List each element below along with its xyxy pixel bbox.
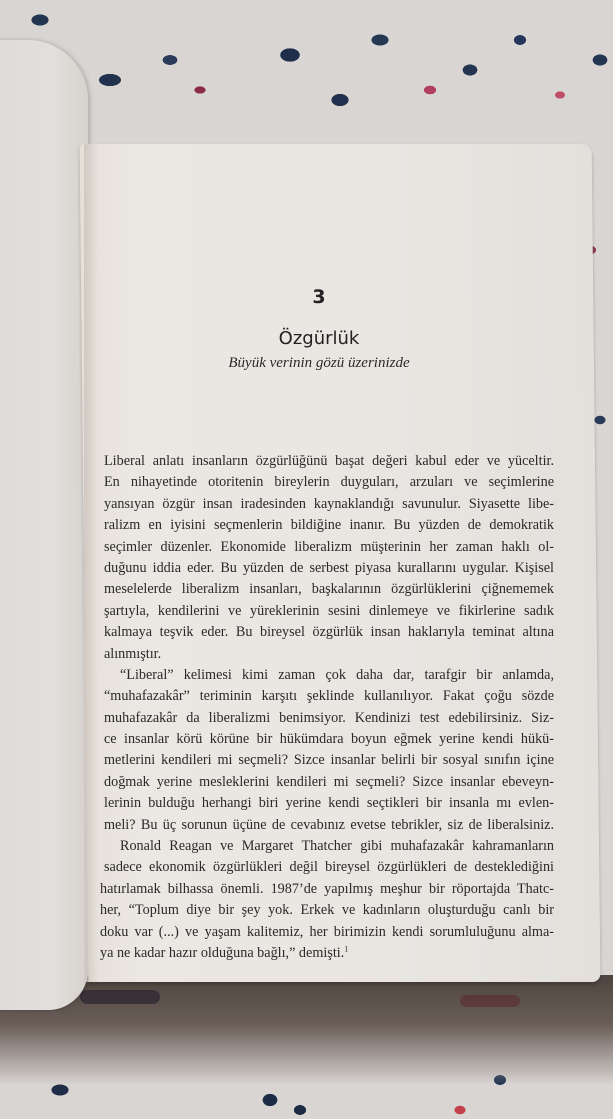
text-line: doku var (...) ve yaşam kalitemiz, her birimizin kendi sorumluluğunu alma- [100,923,554,940]
text-line: her, “Toplum diye bir şey yok. Erkek ve kadınların oluşturduğu canlı bir [100,902,554,919]
text-line: alınmıştır. [104,645,162,662]
text-line: sadece ekonomik özgürlükleri değil bireysel özgürlükleri de desteklediğini [104,859,554,876]
page-gutter [84,144,98,982]
text-line: hatırlamak bilhassa önemli. 1987’de yapılmış meşhur bir röportajda Thatc- [100,880,554,897]
book-shadow [0,975,613,1085]
chapter-subtitle: Büyük verinin gözü üzerinizde [228,355,410,371]
text-line: şartıyla, kendilerini ve yüreklerinin sesini dinlemeye ve fikirlerine sadık [104,602,554,619]
text-line: “muhafazakâr” teriminin karşıtı şeklinde kullanılıyor. Fakat çoğu sözde [104,688,554,705]
text-line: Ronald Reagan ve Margaret Thatcher gibi muhafazakâr kahramanların [120,838,554,855]
text-line: lerinin bulduğu herhangi biri yerine kendi seçtikleri bir insanla mı evlen- [104,795,554,812]
chapter-number: 3 [312,286,326,308]
text-line: “Liberal” kelimesi kimi zaman çok daha dar, tarafgir bir anlamda, [120,666,554,683]
text-line: metlerini kendileri mi seçmeli? Sizce insanlar belirli bir sosyal sınıfın içine [104,752,554,769]
text-line: meli? Bu üç sorunun üçüne de cevabınız evetse tebrikler, siz de liberalsiniz. [104,816,554,833]
text-line: ce insanlar körü körüne bir hükümdara boyun eğmek yerine kendi hükü- [104,731,554,748]
text-line: muhafazakâr da liberalizmi benimsiyor. Kendinizi test edebilirsiniz. Siz- [104,709,554,726]
text-line: ralizm en iyisini seçmenlerin bildiğine inanır. Bu yüzden de demokratik [104,517,554,534]
chapter-title: Özgürlük [278,328,360,349]
text-line: yansıyan özgür insan iradesinden kaynaklandığı savunulur. Siyasette libe- [104,495,554,512]
text-line: kalmaya teşvik eder. Bu bireysel özgürlük insan haklarıyla teminat altına [104,624,554,641]
text-line-final [100,943,554,964]
left-page-edge [0,40,88,1010]
text-line: doğmak yerine mesleklerini kendileri mi seçmeli? Sizce insanlar ebeveyn- [104,773,554,790]
body-text [100,451,554,964]
text-line: Liberal anlatı insanların özgürlüğünü başat değeri kabul eder ve yüceltir. [104,453,554,469]
text-line: duğunu iddia eder. Bu yüzden de serbest piyasa kurallarını uygular. Kişisel [104,559,554,576]
text-line: meselelerde liberalizm insanları, başkalarının özgürlüklerini çiğnememek [104,581,554,598]
text-line-content: ya ne kadar hazır olduğuna bağlı,” demişti. [100,944,345,961]
footnote-marker: 1 [344,944,349,954]
text-line: seçimler düzenler. Ekonomide liberalizm müşterinin her zaman haklı ol- [104,538,554,555]
text-line: En nihayetinde otoritenin bireylerin duyguları, arzuları ve seçimlerine [104,474,554,491]
